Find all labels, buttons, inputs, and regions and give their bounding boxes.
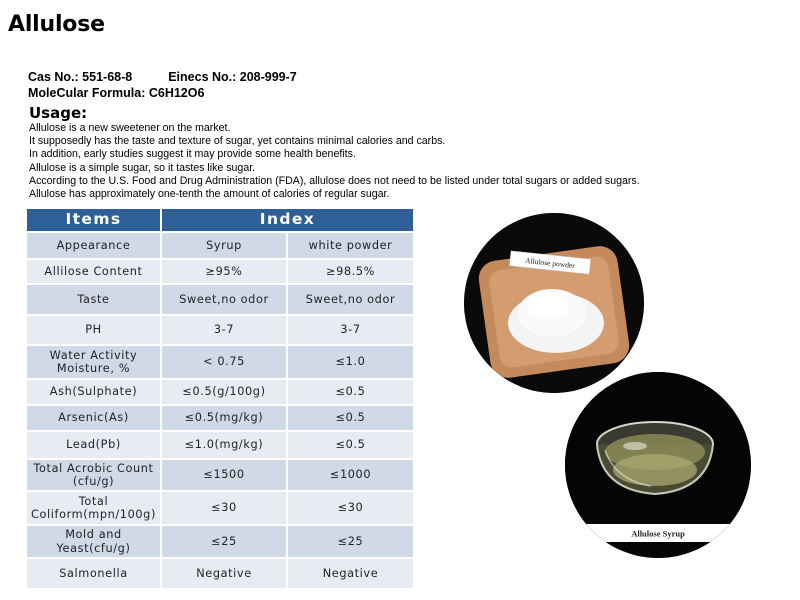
table-row — [26, 315, 414, 345]
allulose-syrup-photo — [565, 372, 751, 558]
item-cell: Total Acrobic Count (cfu/g) — [26, 459, 161, 491]
item-cell: PH — [26, 315, 161, 345]
powder-cell: ≤1.0 — [287, 345, 414, 379]
table-row — [26, 558, 414, 589]
specification-table — [25, 207, 415, 590]
powder-cell: ≤25 — [287, 525, 414, 558]
powder-cell: ≤0.5 — [287, 431, 414, 459]
powder-label-text: Allulose powder — [524, 255, 576, 271]
einecs-number: Einecs No.: 208-999-7 — [168, 70, 297, 84]
table-row — [26, 459, 414, 491]
powder-cell: ≤0.5 — [287, 405, 414, 431]
item-cell: Taste — [26, 284, 161, 315]
usage-line: Allulose is a simple sugar, so it tastes like sugar. — [29, 161, 256, 174]
powder-cell: white powder — [287, 232, 414, 259]
powder-cell: Sweet,no odor — [287, 284, 414, 315]
usage-text — [29, 122, 769, 201]
item-cell: Salmonella — [26, 558, 161, 589]
item-cell: Allilose Content — [26, 259, 161, 284]
table-row — [26, 405, 414, 431]
powder-cell: 3-7 — [287, 315, 414, 345]
allulose-powder-photo — [464, 213, 644, 393]
item-cell: Appearance — [26, 232, 161, 259]
powder-cell: Negative — [287, 558, 414, 589]
powder-cell: ≤1000 — [287, 459, 414, 491]
table-row — [26, 525, 414, 558]
usage-line: It supposedly has the taste and texture of sugar, yet contains minimal calories and carbs. — [29, 135, 446, 148]
item-cell: Water Activity Moisture, % — [26, 345, 161, 379]
table-row — [26, 379, 414, 405]
syrup-cell: ≤1500 — [161, 459, 287, 491]
syrup-cell: 3-7 — [161, 315, 287, 345]
table-row — [26, 345, 414, 379]
molecular-formula: MoleCular Formula: C6H12O6 — [28, 86, 205, 100]
table-row — [26, 284, 414, 315]
powder-cell: ≤30 — [287, 491, 414, 525]
syrup-cell: ≤25 — [161, 525, 287, 558]
syrup-cell: Sweet,no odor — [161, 284, 287, 315]
syrup-cell: ≤0.5(g/100g) — [161, 379, 287, 405]
table-header-row — [26, 208, 414, 232]
item-cell: Total Coliform(mpn/100g) — [26, 491, 161, 525]
usage-line: Allulose is a new sweetener on the market. — [29, 122, 231, 134]
usage-line: Allulose has approximately one-tenth the amount of calories of regular sugar. — [29, 188, 390, 201]
syrup-cell: ≤30 — [161, 491, 287, 525]
powder-cell: ≥98.5% — [287, 259, 414, 284]
syrup-cell: ≤0.5(mg/kg) — [161, 405, 287, 431]
syrup-cell: Negative — [161, 558, 287, 589]
page-title: Allulose — [8, 12, 105, 37]
syrup-label-text: Allulose Syrup — [631, 528, 685, 539]
cas-number: Cas No.: 551-68-8 — [28, 70, 133, 84]
syrup-cell: Syrup — [161, 232, 287, 259]
syrup-cell: < 0.75 — [161, 345, 287, 379]
usage-line: In addition, early studies suggest it may provide some health benefits. — [29, 148, 356, 161]
item-cell: Mold and Yeast(cfu/g) — [26, 525, 161, 558]
cas-einecs-line — [28, 70, 297, 84]
table-row — [26, 232, 414, 259]
table-row — [26, 259, 414, 284]
powder-cell: ≤0.5 — [287, 379, 414, 405]
header-index: Index — [161, 208, 414, 232]
table-row — [26, 431, 414, 459]
table-row — [26, 491, 414, 525]
item-cell: Arsenic(As) — [26, 405, 161, 431]
usage-line: According to the U.S. Food and Drug Administration (FDA), allulose does not need to be listed under total sugars or added sugars. — [29, 174, 640, 187]
syrup-cell: ≥95% — [161, 259, 287, 284]
item-cell: Ash(Sulphate) — [26, 379, 161, 405]
usage-heading: Usage: — [29, 104, 88, 122]
item-cell: Lead(Pb) — [26, 431, 161, 459]
header-items: Items — [26, 208, 161, 232]
syrup-cell: ≤1.0(mg/kg) — [161, 431, 287, 459]
